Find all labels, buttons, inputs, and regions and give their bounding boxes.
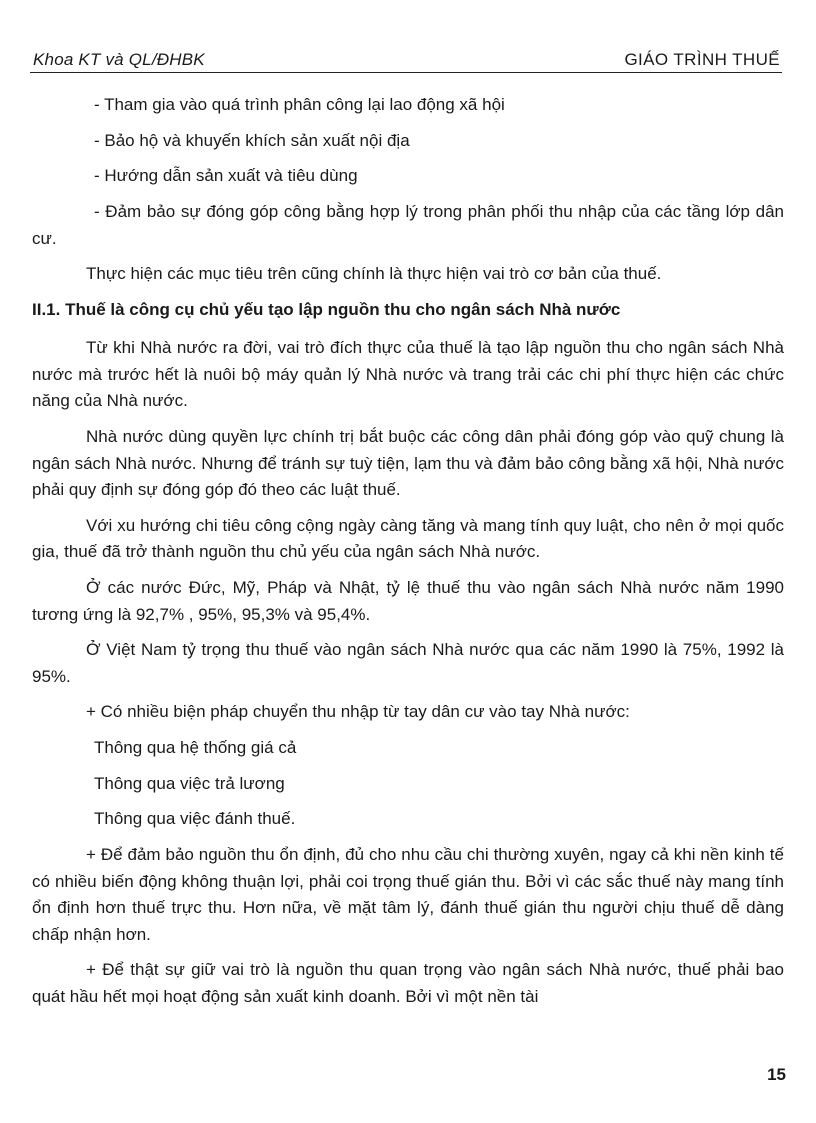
bullet-item: - Đảm bảo sự đóng góp công bằng hợp lý trong phân phối thu nhập của các tầng lớp dân cư.: [32, 202, 784, 248]
paragraph: Từ khi Nhà nước ra đời, vai trò đích thực của thuế là tạo lập nguồn thu cho ngân sách Nhà nước mà trước hết là nuôi bộ máy quản lý Nhà nước và trang trải các chi phí thực hiện các chức năng của Nhà nước.: [32, 338, 784, 411]
header-book-title: GIÁO TRÌNH THUẾ: [624, 50, 780, 69]
list-item: Thông qua việc trả lương: [94, 773, 285, 793]
header-department: Khoa KT và QL/ĐHBK: [33, 50, 205, 69]
paragraph: Thực hiện các mục tiêu trên cũng chính là thực hiện vai trò cơ bản của thuế.: [86, 264, 662, 284]
paragraph: + Để đảm bảo nguồn thu ổn định, đủ cho nhu cầu chi thường xuyên, ngay cả khi nền kinh tế có nhiều biến động không thuận lợi, phải coi trọng thuế gián thu. Bởi vì các sắc thuế này mang tính ổn định hơn thuế trực thu. Hơn nữa, về mặt tâm lý, đánh thuế gián thu người chịu thuế dễ dàng chấp nhận hơn.: [32, 845, 784, 944]
section-heading: II.1. Thuế là công cụ chủ yếu tạo lập nguồn thu cho ngân sách Nhà nước: [32, 299, 621, 319]
paragraph: Ở Việt Nam tỷ trọng thu thuế vào ngân sách Nhà nước qua các năm 1990 là 75%, 1992 là 95%.: [32, 640, 784, 686]
page-header: [30, 48, 782, 73]
page-number: 15: [767, 1065, 786, 1084]
list-item: Thông qua hệ thống giá cả: [94, 738, 297, 758]
paragraph: Ở các nước Đức, Mỹ, Pháp và Nhật, tỷ lệ thuế thu vào ngân sách Nhà nước năm 1990 tương ứng là 92,7% , 95%, 95,3% và 95,4%.: [32, 578, 784, 624]
paragraph: + Có nhiều biện pháp chuyển thu nhập từ tay dân cư vào tay Nhà nước:: [86, 702, 630, 722]
paragraph: + Để thật sự giữ vai trò là nguồn thu quan trọng vào ngân sách Nhà nước, thuế phải bao quát hầu hết mọi hoạt động sản xuất kinh doanh. Bởi vì một nền tài: [32, 960, 784, 1006]
body-text: [32, 92, 784, 1020]
bullet-item: - Hướng dẫn sản xuất và tiêu dùng: [94, 166, 358, 186]
bullet-item: - Tham gia vào quá trình phân công lại lao động xã hội: [94, 95, 505, 114]
paragraph: Nhà nước dùng quyền lực chính trị bắt buộc các công dân phải đóng góp vào quỹ chung là ngân sách Nhà nước. Nhưng để tránh sự tuỳ tiện, lạm thu và đảm bảo công bằng xã hội, Nhà nước phải quy định sự đóng góp đó theo các luật thuế.: [32, 427, 784, 500]
list-item: Thông qua việc đánh thuế.: [94, 809, 296, 829]
bullet-item: - Bảo hộ và khuyến khích sản xuất nội địa: [94, 130, 410, 150]
paragraph: Với xu hướng chi tiêu công cộng ngày càng tăng và mang tính quy luật, cho nên ở mọi quốc gia, thuế đã trở thành nguồn thu chủ yếu của ngân sách Nhà nước.: [32, 515, 784, 562]
